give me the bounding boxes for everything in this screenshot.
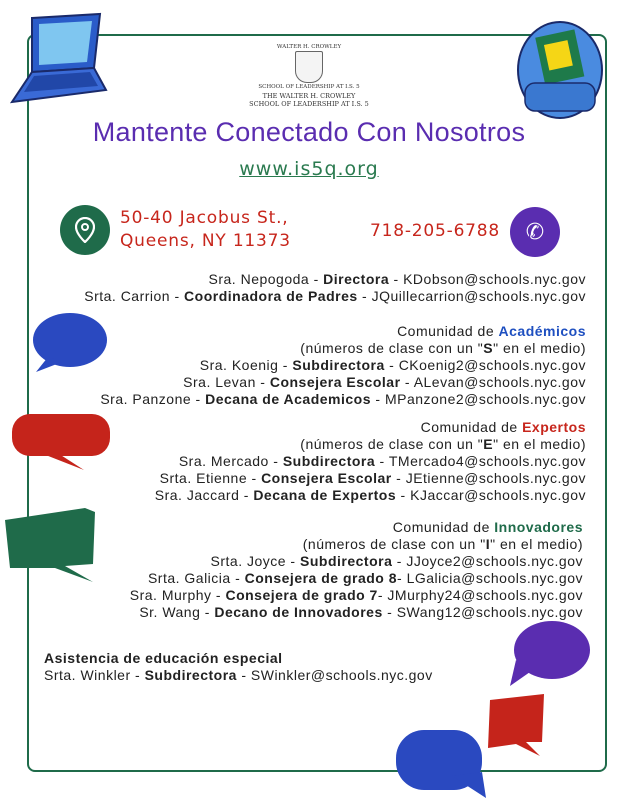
logo-caption-1: THE WALTER H. CROWLEY: [262, 92, 356, 100]
staff-row: Srta. Carrion - Coordinadora de Padres - JQuillecarrion@schools.nyc.gov: [84, 288, 586, 304]
staff-role: Subdirectora: [144, 667, 237, 683]
red-speech-bubble-icon: [12, 414, 112, 472]
backpack-icon: [505, 8, 615, 123]
staff-name: Sra. Levan: [183, 374, 256, 390]
staff-email[interactable]: JJoyce2@schools.nyc.gov: [406, 553, 583, 569]
staff-name: Srta. Joyce: [210, 553, 287, 569]
address: [120, 207, 291, 253]
staff-row: Sra. Jaccard - Decana de Expertos - KJaccar@schools.nyc.gov: [154, 487, 586, 503]
staff-row: Sra. Panzone - Decana de Academicos - MPanzone2@schools.nyc.gov: [100, 391, 586, 407]
staff-email[interactable]: KJaccar@schools.nyc.gov: [410, 487, 586, 503]
note-text: (números de clase con un ": [300, 436, 484, 452]
staff-email[interactable]: SWinkler@schools.nyc.gov: [250, 667, 433, 683]
community-heading: [100, 323, 586, 340]
note-text: (números de clase con un ": [302, 536, 486, 552]
staff-name: Sra. Koenig: [199, 357, 279, 373]
staff-role: Subdirectora: [282, 453, 376, 469]
community-innovadores: [130, 519, 583, 621]
note-text: " en el medio): [493, 436, 586, 452]
staff-email[interactable]: LGalicia@schools.nyc.gov: [406, 570, 583, 586]
staff-email[interactable]: SWang12@schools.nyc.gov: [396, 604, 583, 620]
staff-role: Subdirectora: [300, 553, 393, 569]
staff-name: Sra. Panzone: [100, 391, 192, 407]
community-name: Expertos: [522, 419, 586, 435]
staff-email[interactable]: MPanzone2@schools.nyc.gov: [384, 391, 586, 407]
staff-name: Srta. Galicia: [147, 570, 231, 586]
staff-name: Sr. Wang: [139, 604, 201, 620]
staff-name: Srta. Carrion: [84, 288, 171, 304]
administration-contacts: [84, 271, 586, 305]
special-education-heading: Asistencia de educación especial: [44, 650, 283, 666]
community-heading: [130, 519, 583, 536]
logo-caption-2: SCHOOL OF LEADERSHIP AT I.S. 5: [249, 100, 369, 108]
community-prefix: Comunidad de: [397, 323, 499, 339]
note-letter: S: [483, 340, 494, 356]
staff-role: Subdirectora: [292, 357, 385, 373]
staff-name: Sra. Nepogoda: [208, 271, 310, 287]
note-letter: I: [485, 536, 491, 552]
website-link[interactable]: www.is5q.org: [239, 158, 379, 180]
staff-role: Decana de Expertos: [253, 487, 397, 503]
staff-email[interactable]: ALevan@schools.nyc.gov: [413, 374, 586, 390]
note-text: " en el medio): [490, 536, 583, 552]
phone-icon: ✆: [510, 207, 560, 257]
staff-name: Srta. Etienne: [159, 470, 248, 486]
address-line-2: Queens, NY 11373: [120, 231, 291, 251]
blue-speech-bubble-icon: [30, 312, 110, 374]
staff-row: Sra. Nepogoda - Directora - KDobson@schools.nyc.gov: [208, 271, 586, 287]
staff-email[interactable]: KDobson@schools.nyc.gov: [403, 271, 586, 287]
staff-email[interactable]: JEtienne@schools.nyc.gov: [405, 470, 586, 486]
community-academicos: [100, 323, 586, 408]
community-expertos: [155, 419, 586, 504]
community-name: Innovadores: [494, 519, 583, 535]
staff-row: Sra. Levan - Consejera Escolar - ALevan@schools.nyc.gov: [183, 374, 586, 390]
note-text: " en el medio): [493, 340, 586, 356]
community-note: [155, 436, 586, 453]
staff-role: Directora: [323, 271, 390, 287]
staff-row: Sra. Mercado - Subdirectora - TMercado4@schools.nyc.gov: [178, 453, 586, 469]
staff-row: Sr. Wang - Decano de Innovadores - SWang12@schools.nyc.gov: [139, 604, 583, 620]
staff-role: Consejera Escolar: [261, 470, 392, 486]
community-prefix: Comunidad de: [392, 519, 495, 535]
red-speech-bubble-icon-small: [486, 692, 548, 758]
note-text: (números de clase con un ": [300, 340, 484, 356]
note-letter: E: [483, 436, 494, 452]
purple-speech-bubble-icon: [510, 620, 592, 686]
staff-email[interactable]: JQuillecarrion@schools.nyc.gov: [371, 288, 586, 304]
staff-row: Sra. Koenig - Subdirectora - CKoenig2@schools.nyc.gov: [199, 357, 586, 373]
school-crest-icon: [295, 51, 323, 83]
logo-bottom-text: SCHOOL OF LEADERSHIP AT I.S. 5: [258, 84, 360, 90]
staff-email[interactable]: JMurphy24@schools.nyc.gov: [387, 587, 583, 603]
community-name: Académicos: [498, 323, 586, 339]
staff-email[interactable]: TMercado4@schools.nyc.gov: [388, 453, 586, 469]
community-prefix: Comunidad de: [420, 419, 523, 435]
logo-top-text: WALTER H. CROWLEY: [276, 44, 342, 50]
community-note: [130, 536, 583, 553]
green-speech-bubble-icon: [5, 502, 95, 584]
staff-role: Decano de Innovadores: [214, 604, 383, 620]
community-heading: [155, 419, 586, 436]
staff-name: Sra. Jaccard: [154, 487, 240, 503]
staff-row: Srta. Winkler - Subdirectora - SWinkler@schools.nyc.gov: [44, 667, 433, 683]
special-education-contacts: [44, 650, 433, 684]
location-pin-icon: [60, 205, 110, 255]
phone-number[interactable]: 718-205-6788: [370, 221, 501, 241]
staff-name: Srta. Winkler: [44, 667, 131, 683]
staff-row: Sra. Murphy - Consejera de grado 7- JMurphy24@schools.nyc.gov: [129, 587, 583, 603]
staff-role: Decana de Academicos: [205, 391, 371, 407]
staff-email[interactable]: CKoenig2@schools.nyc.gov: [398, 357, 586, 373]
staff-role: Coordinadora de Padres: [184, 288, 358, 304]
school-logo: [219, 44, 399, 108]
page-title: Mantente Conectado Con Nosotros: [92, 117, 526, 147]
staff-name: Sra. Mercado: [178, 453, 269, 469]
staff-role: Consejera de grado 7: [225, 587, 378, 603]
staff-row: Srta. Etienne - Consejera Escolar - JEtienne@schools.nyc.gov: [159, 470, 586, 486]
staff-row: Srta. Galicia - Consejera de grado 8- LGalicia@schools.nyc.gov: [147, 570, 583, 586]
staff-role: Consejera de grado 8: [244, 570, 398, 586]
laptop-icon: [2, 10, 110, 105]
community-note: [100, 340, 586, 357]
address-line-1: 50-40 Jacobus St.,: [120, 208, 289, 228]
blue-speech-bubble-icon-large: [392, 726, 488, 800]
staff-row: Srta. Joyce - Subdirectora - JJoyce2@schools.nyc.gov: [210, 553, 583, 569]
staff-role: Consejera Escolar: [269, 374, 401, 390]
staff-name: Sra. Murphy: [129, 587, 212, 603]
